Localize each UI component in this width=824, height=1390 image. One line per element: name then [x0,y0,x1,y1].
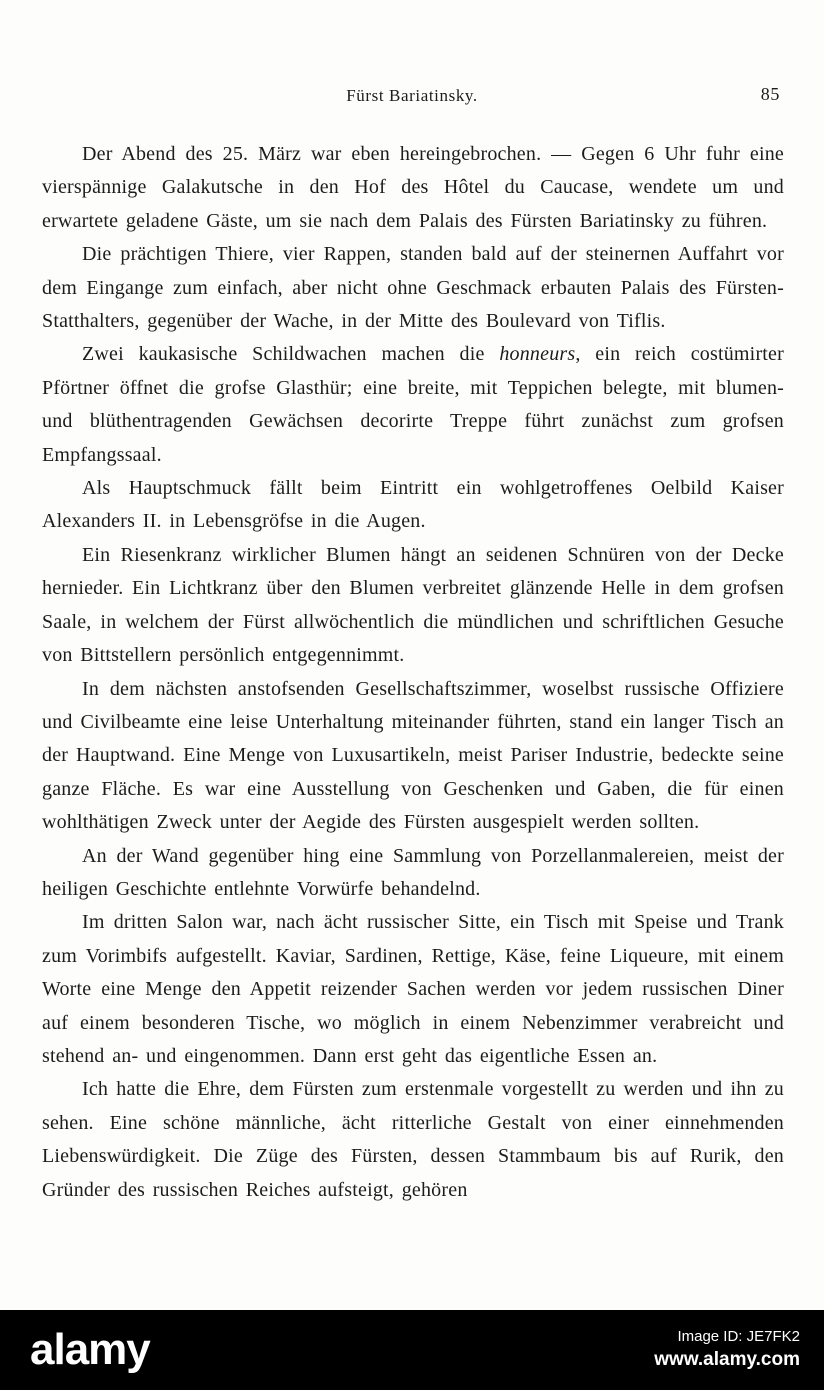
watermark-info [654,1327,800,1373]
paragraph [42,338,784,472]
text-run: Zwei kaukasische Schildwachen machen die [82,343,500,366]
paragraph [42,472,784,539]
paragraph [42,238,784,338]
paragraph [42,1073,784,1207]
text-run: Ich hatte die Ehre, dem Fürsten zum erstenmale vorgestellt zu werden und ihn zu sehen. Eine schöne männliche, ächt ritterliche Gestalt von einer einnehmenden Liebenswürdigkeit. Die Züge des Fürsten, dessen Stammbaum bis auf Rurik, den Gründer des russischen Reiches aufsteigt, gehören [42,1078,784,1201]
text-run: , ein reich costümirter Pförtner öffnet die grofse Glasthür; eine breite, mit Teppichen belegte, mit blumen- und blüthentragenden Gewächsen decorirte Treppe führt zunächst zum grofsen Empfangssaal. [42,343,784,466]
paragraph [42,138,784,238]
page-number: 85 [760,84,780,104]
paragraph [42,673,784,840]
text-run: An der Wand gegenüber hing eine Sammlung von Porzellanmalereien, meist der heiligen Geschichte entlehnte Vorwürfe behandelnd. [42,844,784,900]
text-run: Als Hauptschmuck fällt beim Eintritt ein wohlgetroffenes Oelbild Kaiser Alexanders II. in Lebensgröfse in die Augen. [42,477,784,533]
image-id: Image ID: JE7FK2 [677,1328,800,1346]
page-title: Fürst Bariatinsky. [346,86,478,105]
watermark-bar [0,1310,824,1390]
text-run: Im dritten Salon war, nach ächt russischer Sitte, ein Tisch mit Speise und Trank zum Vorimbifs aufgestellt. Kaviar, Sardinen, Rettige, Käse, feine Liqueure, mit einem Worte eine Menge den Appetit reizender Sachen werden vor jedem russischen Diner auf einem besonderen Tische, wo möglich in einem Nebenzimmer verabreicht und stehend an- und eingenommen. Dann erst geht das eigentliche Essen an. [42,911,784,1067]
paragraph [42,906,784,1073]
paragraph [42,539,784,673]
running-head [0,0,824,114]
italic-run: honneurs [499,343,576,366]
text-run: Ein Riesenkranz wirklicher Blumen hängt an seidenen Schnüren von der Decke hernieder. Ein Lichtkranz über den Blumen verbreitet glänzende Helle in dem grofsen Saale, in welchem der Fürst allwöchentlich die mündlichen und schriftlichen Gesuche von Bittstellern persönlich entgegennimmt. [42,543,784,667]
text-block [42,138,784,1207]
text-run: Der Abend des 25. März war eben hereingebrochen. — Gegen 6 Uhr fuhr eine vierspännige Galakutsche in den Hof des Hôtel du Caucase, wendete um und erwartete geladene Gäste, um sie nach dem Palais des Fürsten Bariatinsky zu führen. [42,143,784,232]
text-run: In dem nächsten anstofsenden Gesellschaftszimmer, woselbst russische Offiziere und Civilbeamte eine leise Unterhaltung miteinander führten, stand ein langer Tisch an der Hauptwand. Eine Menge von Luxusartikeln, meist Pariser Industrie, bedeckte seine ganze Fläche. Es war eine Ausstellung von Geschenken und Gaben, die für einen wohlthätigen Zweck unter der Aegide des Fürsten ausgespielt werden sollten. [42,677,784,834]
paragraph [42,840,784,907]
text-run: Die prächtigen Thiere, vier Rappen, standen bald auf der steinernen Auffahrt vor dem Eingange zum einfach, aber nicht ohne Geschmack erbauten Palais des Fürsten-Statthalters, gegenüber der Wache, in der Mitte des Boulevard von Tiflis. [42,243,784,333]
alamy-logo: alamy [30,1325,150,1374]
website-url: www.alamy.com [654,1349,800,1371]
